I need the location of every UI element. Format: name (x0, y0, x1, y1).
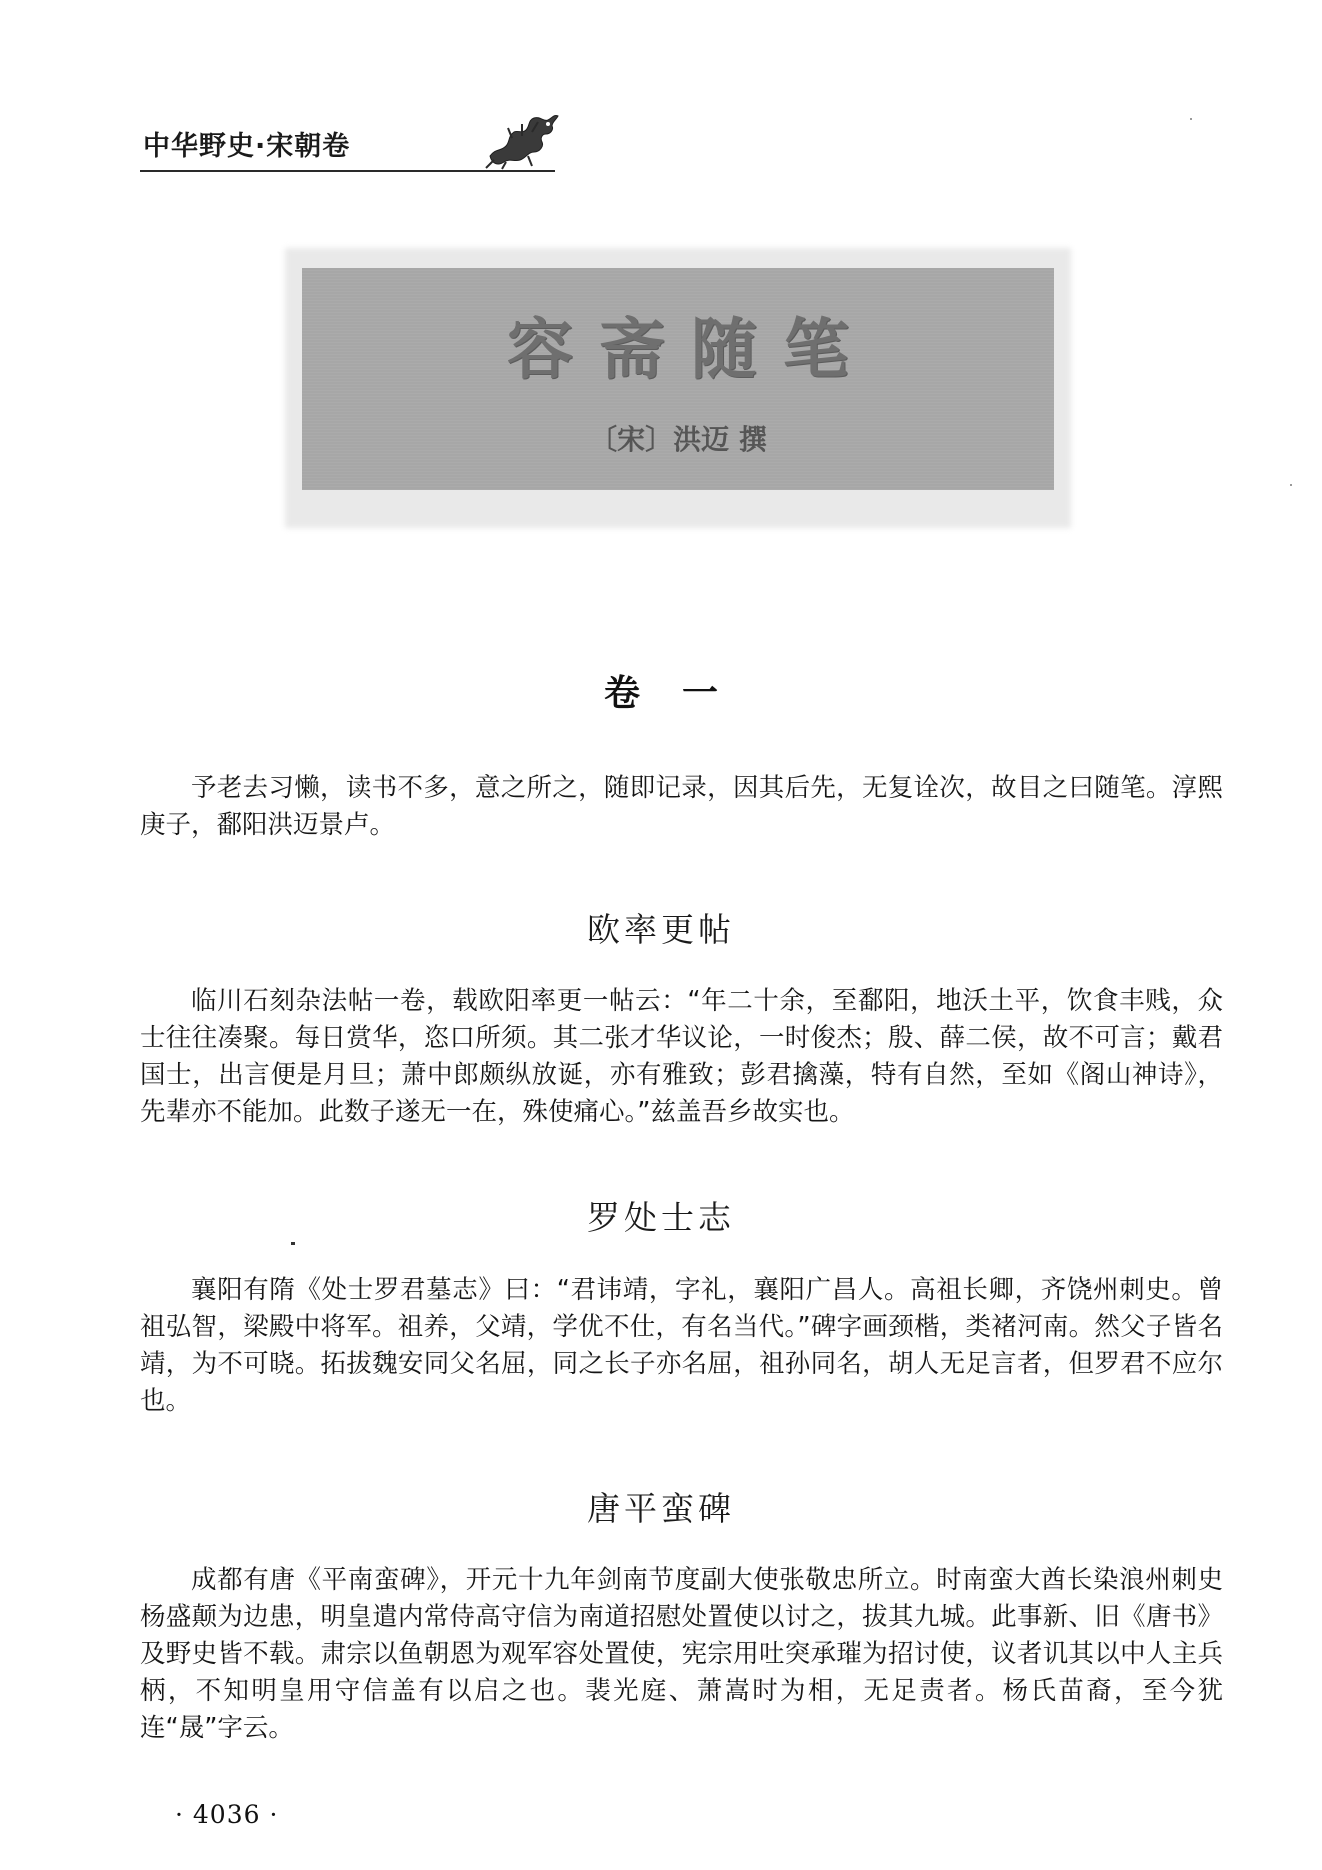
section-body-luo-chu-shi-zhi: 襄阳有隋《处士罗君墓志》曰：“君讳靖，字礼，襄阳广昌人。高祖长卿，齐饶州刺史。曾祖弘智，梁殿中将军。祖养，父靖，学优不仕，有名当代。”碑字画颈楷，类褚河南。然父子皆名靖，为不可晓。拓拔魏安同父名屈，同之长子亦名屈，祖孙同名，胡人无足言者，但罗君不应尔也。 (140, 1275, 1223, 1416)
running-head: 中华野史·宋朝卷 (143, 131, 351, 162)
section-body-tang-ping-man-bei: 成都有唐《平南蛮碑》，开元十九年剑南节度副大使张敬忠所立。时南蛮大酋长染浪州刺史杨盛颠为边患，明皇遣内常侍高守信为南道招慰处置使以讨之，拔其九城。此事新、旧《唐书》及野史皆不载。肃宗以鱼朝恩为观军容处置使，宪宗用吐突承璀为招讨使，议者讥其以中人主兵柄，不知明皇用守信盖有以启之也。裴光庭、萧嵩时为相，无足责者。杨氏苗裔，至今犹连“晟”字云。 (140, 1565, 1223, 1743)
title-banner (302, 268, 1054, 490)
edge-dot (1190, 118, 1192, 120)
edge-dot (1290, 484, 1292, 486)
book-title: 容斋随笔 (507, 310, 875, 388)
volume-heading: 卷一 (603, 673, 760, 714)
page-number: · 4036 · (175, 1800, 279, 1829)
book-author: 〔宋〕洪迈 撰 (589, 423, 767, 456)
stray-mark (291, 1242, 295, 1245)
section-body-ou-shuai-geng-tie: 临川石刻杂法帖一卷，载欧阳率更一帖云：“年二十余，至鄱阳，地沃土平，饮食丰贱，众士往往凑聚。每日赏华，恣口所须。其二张才华议论，一时俊杰；殷、薛二侯，故不可言；戴君国士，出言便是月旦；萧中郎颇纵放诞，亦有雅致；彭君擒藻，特有自然，至如《阁山神诗》，先辈亦不能加。此数子遂无一在，殊使痛心。”兹盖吾乡故实也。 (140, 986, 1223, 1127)
dragon-emblem-icon (482, 108, 562, 170)
section-title-ou-shuai-geng-tie: 欧率更帖 (587, 910, 735, 949)
running-head-rule (140, 170, 555, 172)
section-title-luo-chu-shi-zhi: 罗处士志 (587, 1198, 735, 1237)
intro-paragraph: 予老去习懒，读书不多，意之所之，随即记录，因其后先，无复诠次，故目之曰随笔。淳熙庚子，鄱阳洪迈景卢。 (140, 773, 1223, 840)
section-title-tang-ping-man-bei: 唐平蛮碑 (587, 1489, 735, 1528)
